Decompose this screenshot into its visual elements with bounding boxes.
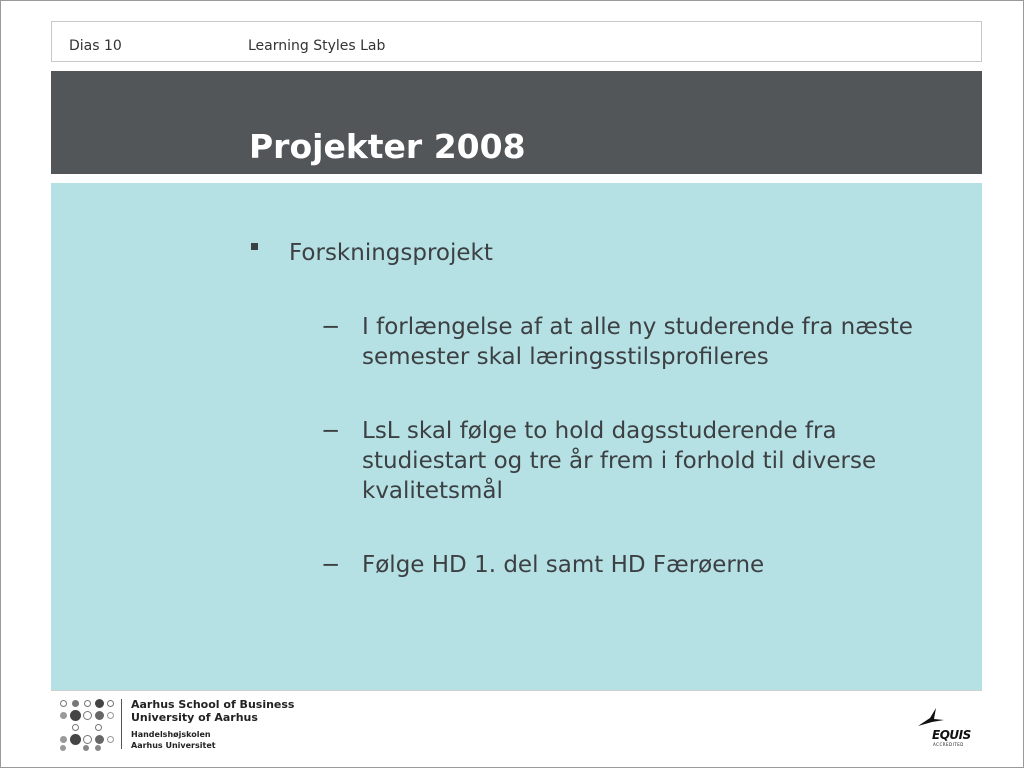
content-panel — [51, 183, 982, 690]
dash-icon: − — [321, 314, 341, 340]
sub-item-text: Følge HD 1. del samt HD Færøerne — [362, 552, 765, 578]
asb-logo-icon — [58, 699, 114, 751]
title-band — [51, 71, 982, 174]
equis-logo-icon — [914, 706, 974, 750]
bullet-item: Forskningsprojekt — [289, 240, 493, 266]
slide-header — [51, 21, 982, 62]
slide-number: Dias 10 — [69, 38, 122, 54]
logo-divider — [121, 699, 122, 749]
school-name-danish — [131, 729, 216, 751]
school-name-line: Aarhus Universitet — [131, 741, 216, 750]
school-name-line: Handelshøjskolen — [131, 730, 211, 739]
deck-title: Learning Styles Lab — [248, 38, 386, 54]
dash-icon: − — [321, 418, 341, 444]
sub-item-text: LsL skal følge to hold dagsstuderende fra studiestart og tre år frem i forhold til diverse kvalitetsmål — [362, 418, 877, 504]
equis-wordmark: EQUIS — [932, 728, 971, 742]
square-bullet-icon — [251, 243, 258, 250]
sub-item-text: I forlængelse af at alle ny studerende fra næste semester skal læringsstilsprofileres — [362, 314, 913, 370]
school-name-line: Aarhus School of Business — [131, 698, 295, 711]
dash-icon: − — [321, 552, 341, 578]
school-name-line: University of Aarhus — [131, 711, 258, 724]
equis-subtext: ACCREDITED — [933, 742, 964, 747]
slide-title: Projekter 2008 — [249, 127, 526, 166]
footer-divider — [51, 690, 982, 691]
school-name-english — [131, 698, 294, 724]
